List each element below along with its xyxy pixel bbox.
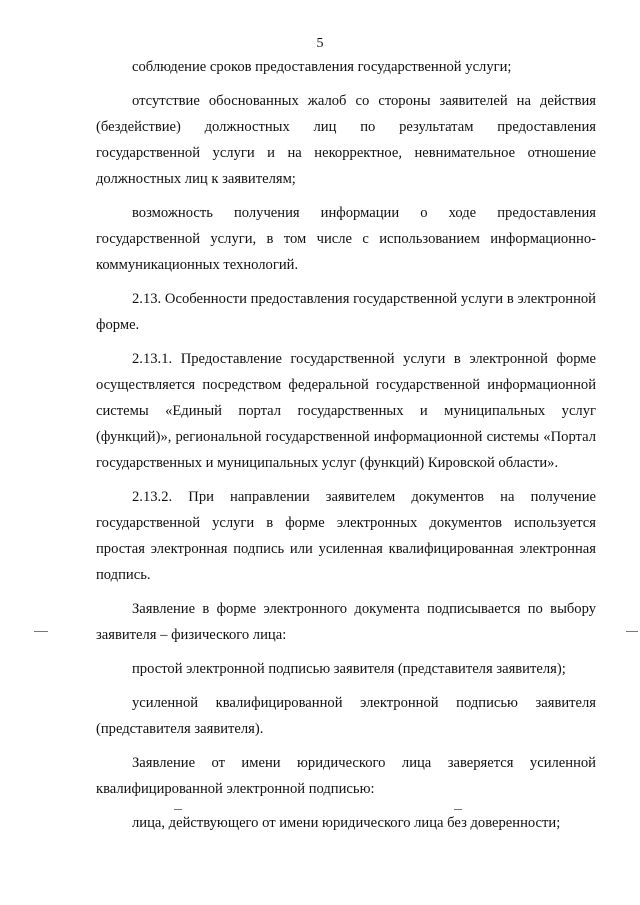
paragraph: Заявление от имени юридического лица заверяется усиленной квалифицированной электронной подписью:	[96, 755, 596, 797]
paragraph: Заявление в форме электронного документа подписывается по выбору заявителя – физического лица:	[96, 601, 596, 643]
scan-mark	[174, 809, 182, 810]
page-number: 5	[316, 36, 324, 51]
scan-mark	[626, 631, 638, 632]
document-body	[96, 54, 596, 836]
paragraph: отсутствие обоснованных жалоб со стороны заявителей на действия (бездействие) должностных лиц по результатам предоставления государственной услуги и на некорректное, невнимательное отношение должностных лиц к заявителям;	[96, 93, 596, 187]
paragraph: лица, действующего от имени юридического лица без доверенности;	[132, 815, 561, 831]
scan-mark	[34, 631, 48, 632]
paragraph: 2.13.1. Предоставление государственной услуги в электронной форме осуществляется посредством федеральной государственной информационной системы «Единый портал государственных и муниципальных услуг (функций)», региональной государственной информационной системы «Портал государственных и муниципальных услуг (функций) Кировской области».	[96, 351, 596, 471]
paragraph: простой электронной подписью заявителя (представителя заявителя);	[132, 661, 566, 677]
section-heading: 2.13. Особенности предоставления государственной услуги в электронной форме.	[96, 291, 596, 333]
paragraph: усиленной квалифицированной электронной подписью заявителя (представителя заявителя).	[96, 695, 596, 737]
paragraph: возможность получения информации о ходе предоставления государственной услуги, в том числе с использованием информационно-коммуникационных технологий.	[96, 205, 596, 273]
paragraph: 2.13.2. При направлении заявителем документов на получение государственной услуги в форме электронных документов используется простая электронная подпись или усиленная квалифицированная электронная подпись.	[96, 489, 596, 583]
paragraph: соблюдение сроков предоставления государственной услуги;	[132, 59, 512, 75]
scan-mark	[454, 809, 462, 810]
